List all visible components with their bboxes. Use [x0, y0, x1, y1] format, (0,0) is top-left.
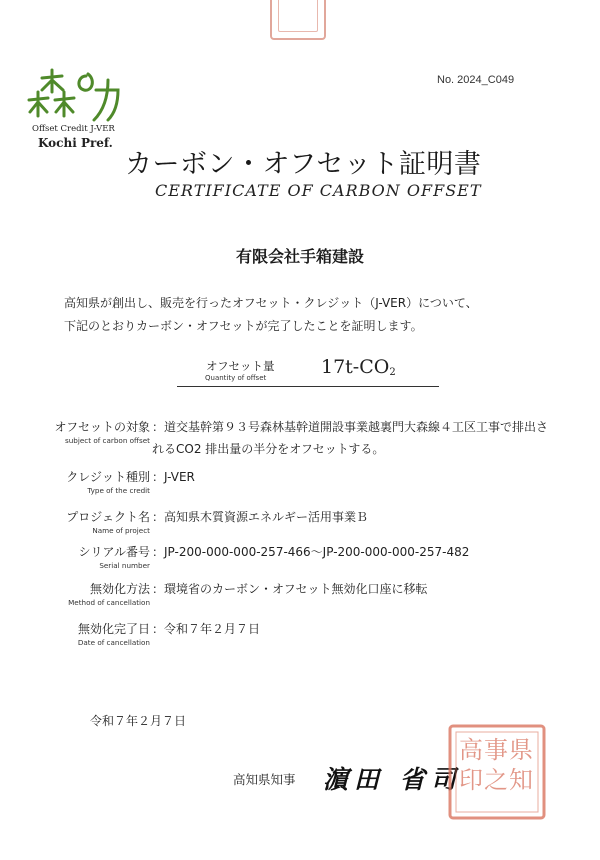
cancellation-date-value: ：令和７年２月７日 [152, 622, 261, 636]
page-title-english: CERTIFICATE OF CARBON OFFSET [155, 181, 482, 200]
official-seal-icon [446, 722, 548, 822]
credit-type-label-en: Type of the credit [87, 486, 150, 495]
logo-subtitle: Offset Credit J-VER [32, 124, 115, 134]
project-value: ：高知県木質資源エネルギー活用事業Ｂ [152, 510, 369, 524]
serial-label-en: Serial number [99, 561, 150, 570]
certificate-number: No. 2024_C049 [437, 74, 515, 86]
quantity-label: オフセット量 [206, 359, 275, 373]
svg-text:県: 県 [509, 736, 533, 764]
project-label-jp: プロジェクト名 [66, 510, 150, 524]
cancellation-method-label-jp: 無効化方法 [89, 582, 150, 596]
quantity-value-subscript: 2 [389, 367, 396, 378]
page-title: カーボン・オフセット証明書 [125, 149, 482, 180]
mori-no-chikara-logo [26, 66, 136, 152]
quantity-value [321, 356, 396, 378]
svg-text:事: 事 [484, 736, 508, 764]
seal-stamp-top [270, 0, 326, 40]
subject-value: ：道交基幹第９３号森林基幹道開設事業越裏門大森線４工区工事で排出さ [152, 420, 549, 434]
intro-text-line-2: 下記のとおりカーボン・オフセットが完了したことを証明します。 [64, 319, 423, 333]
cancellation-method-value: ：環境省のカーボン・オフセット無効化口座に移転 [152, 582, 428, 596]
subject-label [0, 418, 150, 445]
cancellation-date-label [0, 620, 150, 647]
subject-label-jp: オフセットの対象 [54, 420, 150, 434]
cancellation-date-label-jp: 無効化完了日 [77, 622, 150, 636]
subject-label-en: subject of carbon offset [65, 436, 150, 445]
recipient-name: 有限会社手箱建設 [235, 247, 364, 266]
intro-text-line-1: 高知県が創出し、販売を行ったオフセット・クレジット（J-VER）について、 [64, 296, 478, 310]
credit-type-label [0, 468, 150, 495]
quantity-underline [177, 386, 439, 387]
official-seal [446, 722, 548, 822]
credit-type-value: ：J-VER [152, 470, 195, 484]
tree-logo-icon [26, 66, 136, 126]
serial-label [0, 543, 150, 570]
quantity-value-main: 17t-CO [321, 356, 390, 378]
signer-title: 高知県知事 [233, 772, 296, 787]
svg-text:知: 知 [509, 766, 533, 794]
svg-text:高: 高 [459, 736, 483, 764]
issue-date: 令和７年２月７日 [90, 714, 187, 728]
cancellation-method-label [0, 580, 150, 607]
quantity-label-english: Quantity of offset [205, 374, 267, 382]
cancellation-method-label-en: Method of cancellation [68, 598, 150, 607]
project-label [0, 508, 150, 535]
signer-name: 濵田 省司 [323, 765, 462, 794]
svg-text:印: 印 [459, 766, 483, 794]
credit-type-label-jp: クレジット種別 [66, 470, 150, 484]
logo-prefecture: Kochi Pref. [38, 136, 113, 150]
svg-text:之: 之 [484, 766, 508, 794]
subject-value-line-2: れるCO2 排出量の半分をオフセットする。 [152, 442, 385, 456]
project-label-en: Name of project [92, 526, 150, 535]
serial-label-jp: シリアル番号 [78, 545, 150, 559]
cancellation-date-label-en: Date of cancellation [77, 638, 150, 647]
serial-value: ：JP-200-000-000-257-466～JP-200-000-000-257-482 [152, 545, 470, 559]
